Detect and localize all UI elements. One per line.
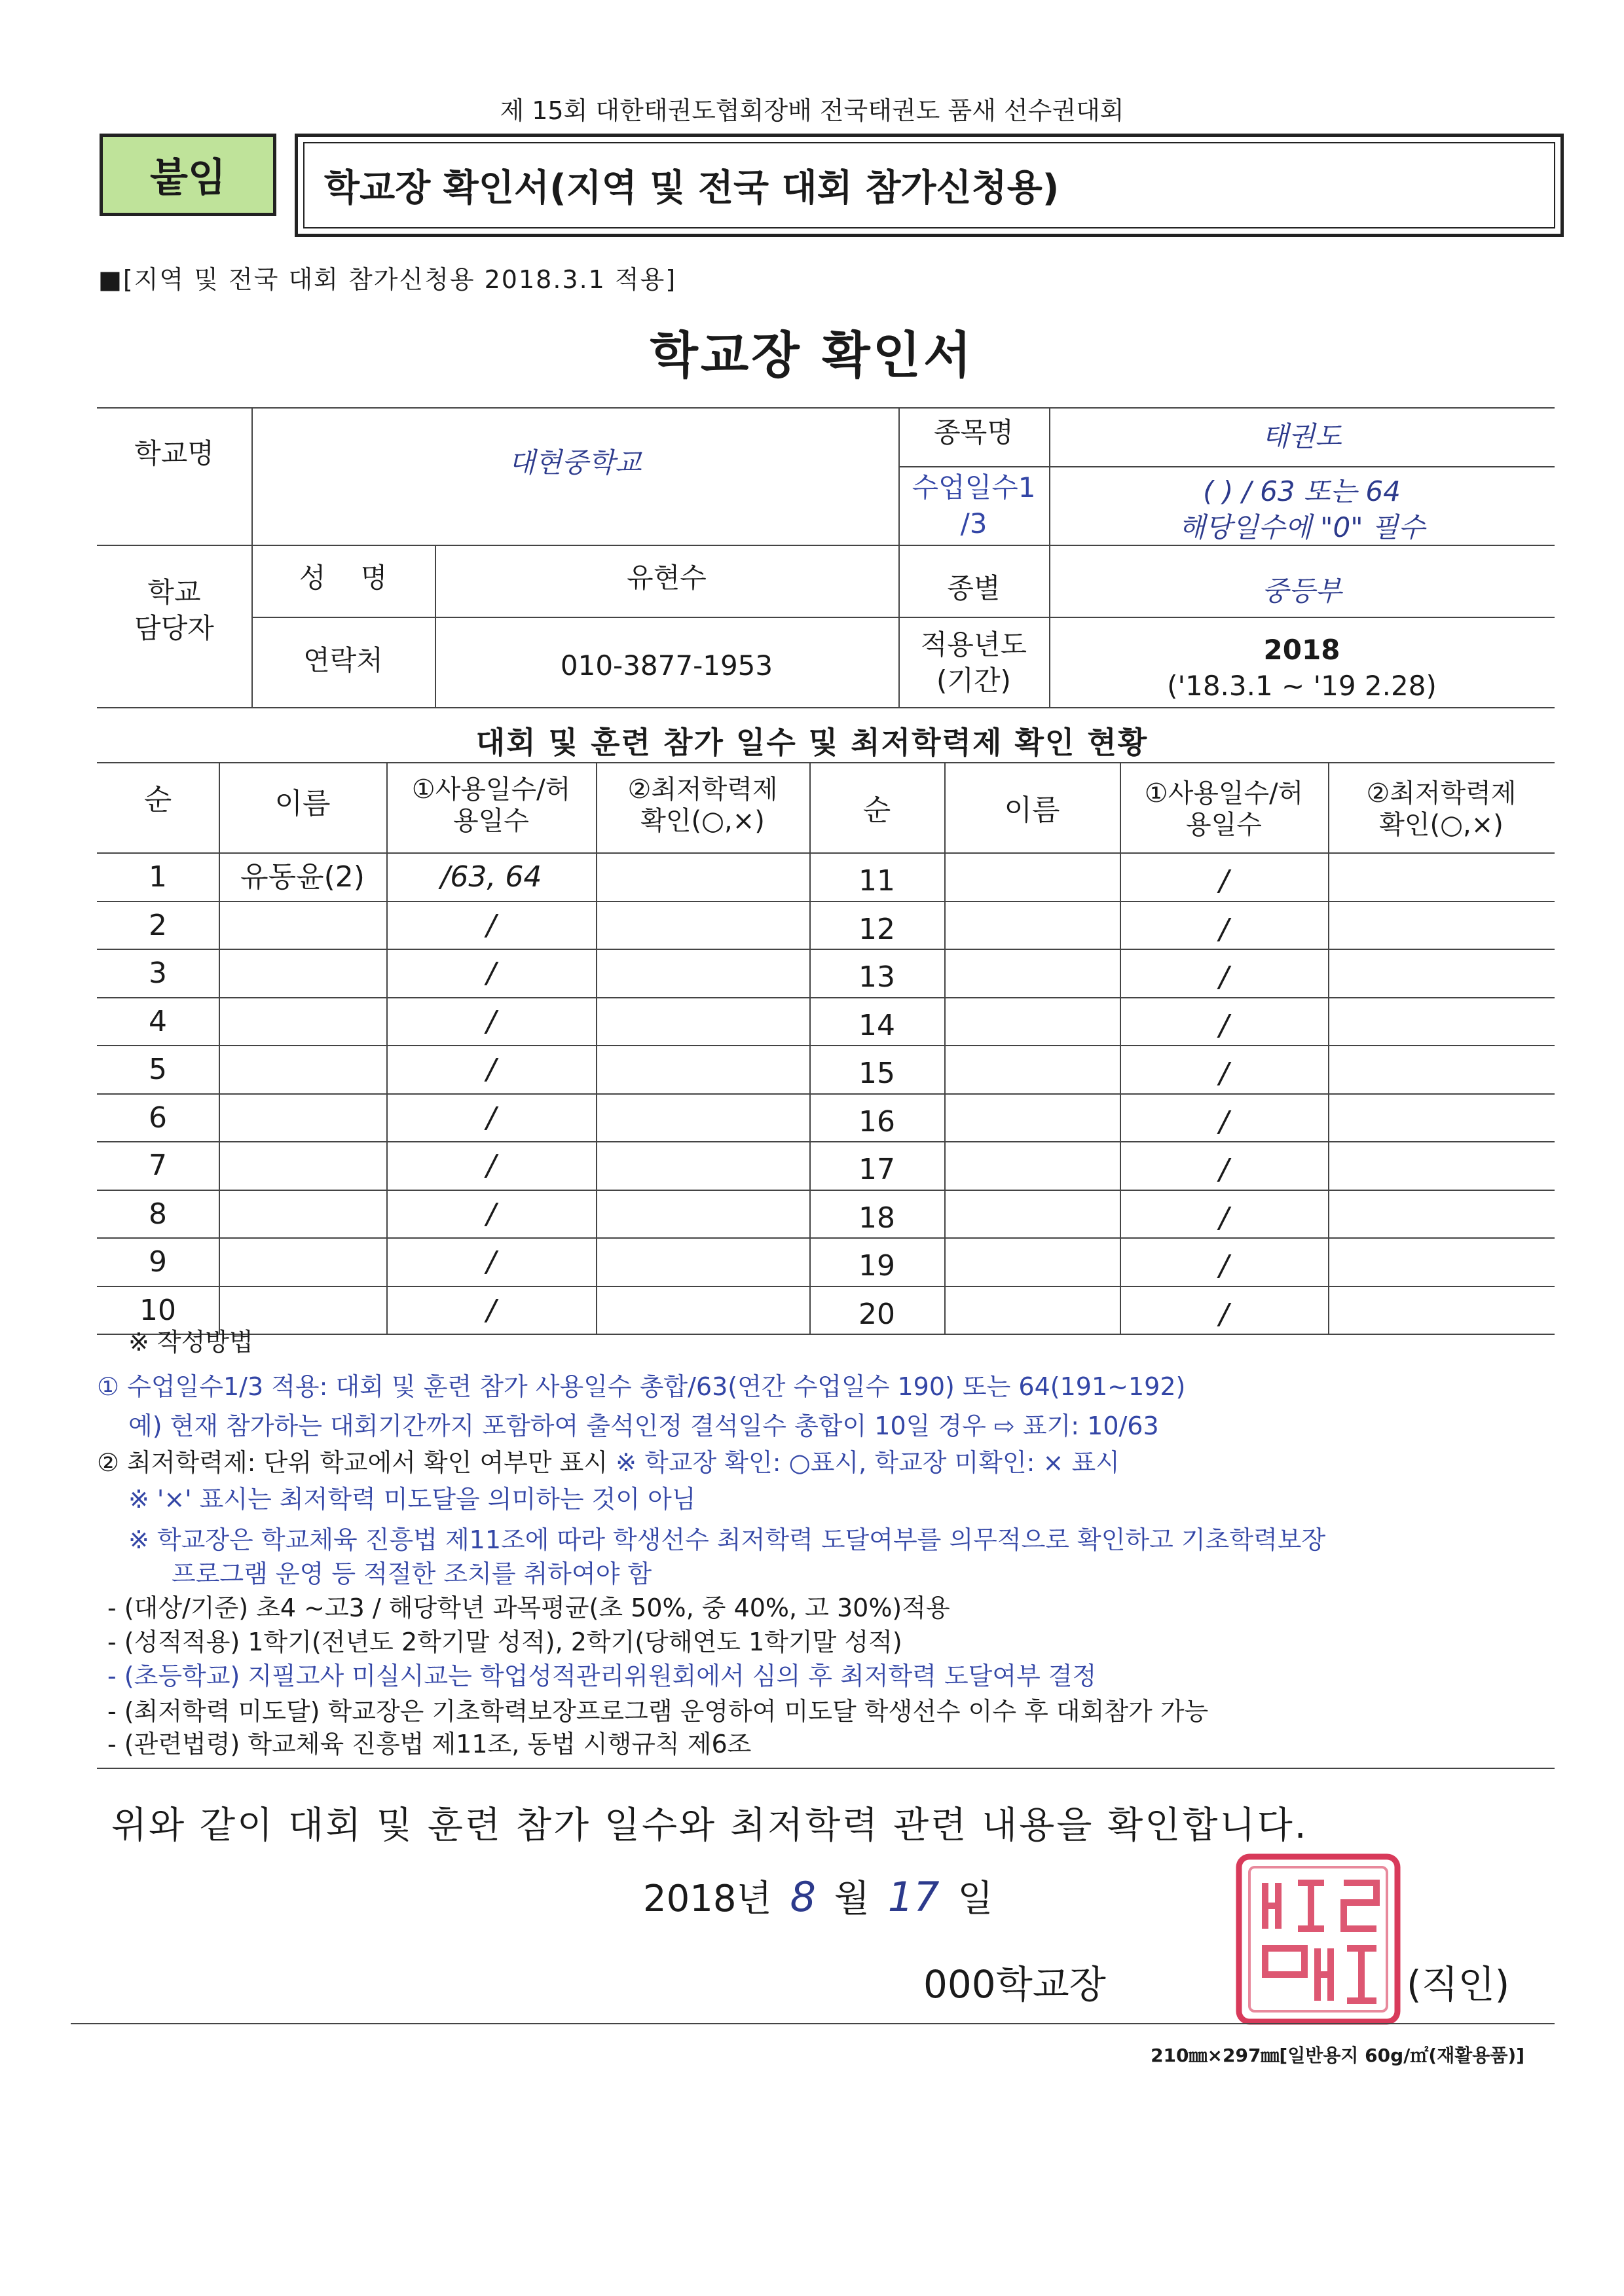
row-days: / [1219, 960, 1229, 994]
instruction-line-6: 프로그램 운영 등 적절한 조치를 취하여야 함 [172, 1559, 652, 1588]
header-name-right: 이름 [1004, 793, 1060, 827]
school-name-label: 학교명 [134, 437, 214, 469]
event-title: 제 15회 대한태권도협회장배 전국태권도 품새 선수권대회 [500, 96, 1124, 125]
row-number: 3 [149, 957, 167, 990]
header-days-left-line1: ①사용일수/허 [411, 774, 571, 805]
row-number: 9 [149, 1245, 167, 1279]
instruction-line-4: ※ '×' 표시는 최저학력 미도달을 의미하는 것이 아님 [128, 1485, 696, 1514]
category-value: 중등부 [1262, 575, 1342, 607]
year-label-line2: (기간) [936, 664, 1011, 697]
table-rule [97, 1093, 1555, 1095]
header-academic-right-line2: 확인(○,×) [1379, 810, 1504, 840]
date-day-handwritten: 17 [887, 1873, 940, 1921]
table-rule [97, 762, 1555, 763]
header-no-left: 순 [143, 783, 172, 816]
row-number: 1 [149, 860, 167, 894]
sport-label: 종목명 [934, 416, 1014, 448]
row-number: 14 [858, 1008, 895, 1042]
row-number: 20 [858, 1297, 895, 1331]
table-column-rule [1328, 762, 1329, 1334]
row-days: / [486, 1245, 496, 1279]
year-value [1049, 632, 1555, 704]
row-number: 16 [858, 1104, 895, 1139]
header-days-right-line2: 용일수 [1186, 810, 1262, 840]
row-number: 17 [858, 1153, 895, 1186]
row-days: / [486, 1149, 496, 1182]
instruction-line-3 [97, 1447, 1120, 1479]
row-number: 15 [858, 1057, 895, 1090]
contact-label: 연락처 [303, 644, 383, 676]
row-days: / [1219, 912, 1229, 946]
row-name: 유동윤(2) [240, 860, 365, 894]
class-days-value [1049, 474, 1555, 545]
year-label [898, 627, 1049, 699]
status-table-title: 대회 및 훈련 참가 일수 및 최저학력제 확인 현황 [475, 725, 1149, 760]
contact-value: 010-3877-1953 [560, 649, 773, 682]
date-year: 2018년 [643, 1878, 772, 1920]
header-academic-right [1328, 778, 1555, 841]
table-rule [97, 1045, 1555, 1046]
row-number: 8 [149, 1197, 167, 1231]
row-days: / [1219, 1104, 1229, 1139]
row-number: 5 [149, 1053, 167, 1086]
applies-note: ■[지역 및 전국 대회 참가신청용 2018.3.1 적용] [98, 265, 677, 294]
instruction-line-10: - (최저학력 미도달) 학교장은 기초학력보장프로그램 운영하여 미도달 학생선수 이수 후 대회참가 가능 [107, 1697, 1209, 1726]
row-days: / [1219, 1057, 1229, 1090]
row-number: 10 [139, 1293, 176, 1327]
row-days: / [486, 1197, 496, 1231]
date-month-handwritten: 8 [790, 1873, 816, 1921]
row-days: / [486, 957, 496, 990]
instructions-heading: ※ 작성방법 [128, 1328, 253, 1357]
class-days-value-line1: ( ) / 63 또는 64 [1203, 475, 1401, 507]
document-title-box-text: 학교장 확인서(지역 및 전국 대회 참가신청용) [303, 142, 1555, 228]
row-number: 13 [858, 960, 895, 994]
staff-label-line2: 담당자 [134, 611, 214, 644]
attachment-badge: 붙임 [100, 134, 276, 216]
year-value-line2: ('18.3.1 ~ '19 2.28) [1167, 669, 1437, 702]
table-rule [97, 1286, 1555, 1287]
row-days: / [1219, 1297, 1229, 1331]
header-days-right-line1: ①사용일수/허 [1144, 778, 1304, 809]
document-title-box [295, 134, 1564, 237]
table-rule [97, 1141, 1555, 1142]
row-days: / [486, 1293, 496, 1327]
row-days: / [1219, 1008, 1229, 1042]
row-days: / [486, 908, 496, 942]
class-days-label-line1: 수업일수1 [912, 471, 1036, 503]
row-number: 19 [858, 1249, 895, 1283]
row-days: / [486, 1004, 496, 1038]
instruction-line-1: ① 수업일수1/3 적용: 대회 및 훈련 참가 사용일수 총합/63(연간 수업일수 190) 또는 64(191~192) [97, 1372, 1186, 1401]
instruction-line-8: - (성적적용) 1학기(전년도 2학기말 성적), 2학기(당해연도 1학기말 성적) [107, 1628, 902, 1656]
instruction-line-5: ※ 학교장은 학교체육 진흥법 제11조에 따라 학생선수 최저학력 도달여부를 의무적으로 확인하고 기초학력보장 [128, 1525, 1326, 1554]
instruction-line-9: - (초등학교) 지필고사 미실시교는 학업성적관리위원회에서 심의 후 최저학력 도달여부 결정 [107, 1662, 1097, 1690]
row-number: 18 [858, 1201, 895, 1235]
row-days: / [1219, 1153, 1229, 1186]
table-rule [97, 997, 1555, 998]
table-column-rule [596, 762, 597, 1334]
date-month-unit: 월 [834, 1878, 870, 1920]
row-number: 6 [149, 1101, 167, 1135]
staff-name-value: 유현수 [627, 562, 707, 594]
header-academic-left-line2: 확인(○,×) [640, 806, 765, 836]
row-number: 12 [858, 912, 895, 946]
table-column-rule [809, 762, 811, 1334]
date-line [643, 1870, 993, 1922]
school-name-value: 대현중학교 [508, 446, 642, 479]
row-number: 11 [858, 864, 895, 898]
row-number: 4 [149, 1004, 167, 1038]
header-academic-left-line1: ②최저학력제 [627, 774, 778, 805]
table-rule [97, 1190, 1555, 1191]
instruction-line-11: - (관련법령) 학교체육 진흥법 제11조, 동법 시행규칙 제6조 [107, 1730, 752, 1758]
header-no-right: 순 [862, 793, 891, 827]
row-number: 2 [149, 908, 167, 942]
row-days: / [1219, 1201, 1229, 1235]
category-label: 종별 [947, 572, 1001, 604]
date-day-unit: 일 [957, 1878, 993, 1920]
class-days-label [898, 470, 1049, 541]
staff-label [97, 575, 251, 646]
confirmation-sentence: 위와 같이 대회 및 훈련 참가 일수와 최저학력 관련 내용을 확인합니다. [111, 1804, 1308, 1847]
instruction-line-7: - (대상/기준) 초4 ~고3 / 해당학년 과목평균(초 50%, 중 40%, 고 30%)적용 [107, 1594, 950, 1622]
official-seal-stamp [1232, 1850, 1404, 2028]
paper-spec: 210㎜×297㎜[일반용지 60g/㎡(재활용품)] [1151, 2045, 1524, 2066]
header-days-left [386, 774, 596, 837]
class-days-label-line2: /3 [960, 507, 987, 539]
row-days: / [1219, 1249, 1229, 1283]
row-days: / [486, 1101, 496, 1135]
row-number: 7 [149, 1149, 167, 1182]
table-rule [97, 1334, 1555, 1335]
table-rule [97, 901, 1555, 902]
table-column-rule [944, 762, 946, 1334]
principal-name: 000학교장 [923, 1962, 1106, 2007]
table-rule [97, 852, 1555, 854]
sport-value: 태권도 [1262, 420, 1342, 452]
seal-label: (직인) [1407, 1962, 1510, 2007]
year-label-line1: 적용년도 [920, 629, 1027, 661]
instruction-line-3b: ※ 학교장 확인: ○표시, 학교장 미확인: × 표시 [616, 1448, 1120, 1477]
header-days-right [1120, 778, 1328, 841]
table-rule [97, 949, 1555, 950]
table-column-rule [219, 762, 220, 1334]
document-title: 학교장 확인서 [650, 326, 974, 384]
row-days: /63, 64 [440, 860, 542, 894]
header-days-left-line2: 용일수 [453, 806, 529, 836]
header-academic-left [596, 774, 809, 837]
header-name-left: 이름 [274, 787, 331, 820]
header-academic-right-line1: ②최저학력제 [1366, 778, 1517, 809]
instruction-line-2: 예) 현재 참가하는 대회기간까지 포함하여 출석인정 결석일수 총합이 10일 경우 ⇨ 표기: 10/63 [128, 1412, 1159, 1440]
class-days-value-line2: 해당일수에 "0" 필수 [1178, 511, 1426, 543]
year-value-line1: 2018 [1263, 634, 1340, 666]
row-days: / [486, 1053, 496, 1086]
instruction-line-3a: ② 최저학력제: 단위 학교에서 확인 여부만 표시 [97, 1448, 616, 1477]
row-days: / [1219, 864, 1229, 898]
table-column-rule [1120, 762, 1121, 1334]
staff-label-line1: 학교 [147, 576, 201, 608]
staff-name-label: 성 명 [299, 562, 388, 594]
table-rule [97, 1237, 1555, 1239]
